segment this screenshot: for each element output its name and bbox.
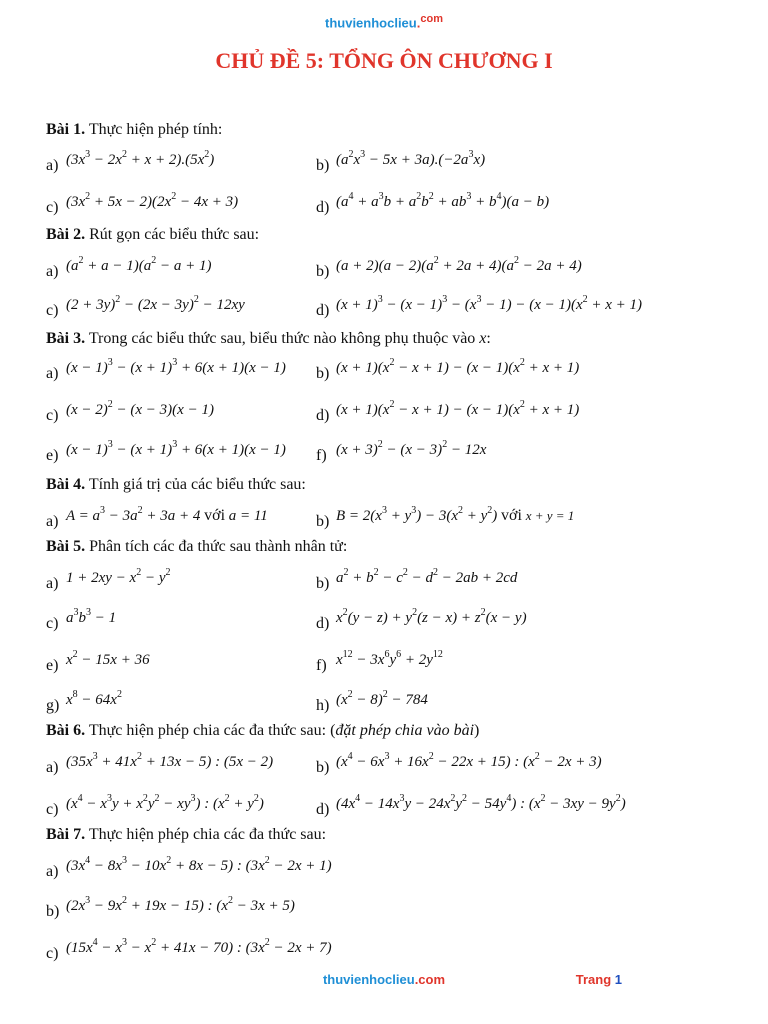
exercise-5-a: a) $1 + 2xy - x^2 - y^2$ — [46, 567, 171, 592]
exercise-3-f: f) $(x + 3)^2 - (x - 3)^2 - 12x$ — [316, 439, 487, 464]
exercise-1-b: b) $(a^2x^3 - 5x + 3a).(-2a^3x)$ — [316, 149, 486, 174]
exercise-1-a: a) $(3x^3 - 2x^2 + x + 2).(5x^2)$ — [46, 149, 215, 174]
exercise-2-d: d) $(x + 1)^3 - (x - 1)^3 - (x^3 - 1) - (x - 1)(x^2 + x + 1)$ — [316, 294, 643, 319]
exercise-6-heading: Bài 6. Thực hiện phép chia các đa thức sau: (đặt phép chia vào bài) — [46, 722, 480, 739]
exercise-4-a: a) $A = a^3 - 3a^2 + 3a + 4$ với a = 11 — [46, 505, 268, 530]
exercise-7-c: c) $(15x^4 - x^3 - x^2 + 41x - 70)$ : $(3x^2 - 2x + 7)$ — [46, 937, 332, 962]
exercise-3-a: a) $(x - 1)^3 - (x + 1)^3 + 6(x + 1)(x - 1)$ — [46, 357, 286, 382]
exercise-6-a: a) $(35x^3 + 41x^2 + 13x - 5)$ : (5x − 2) — [46, 751, 274, 776]
exercise-5-c: c) $a^3b^3 - 1$ — [46, 607, 117, 632]
exercise-5-g: g) $x^8 - 64x^2$ — [46, 689, 122, 714]
exercise-6-c: c) $(x^4 - x^3y + x^2y^2 - xy^3)$ : $(x^2 + y^2)$ — [46, 793, 264, 818]
exercise-1-heading: Bài 1. Thực hiện phép tính: — [46, 121, 223, 138]
exercise-2-heading: Bài 2. Rút gọn các biểu thức sau: — [46, 226, 260, 243]
exercise-5-heading: Bài 5. Phân tích các đa thức sau thành nhân tử: — [46, 538, 348, 555]
page-number: Trang 1 — [575, 972, 622, 987]
page-title: CHỦ ĐỀ 5: TỔNG ÔN CHƯƠNG I — [215, 48, 553, 73]
exercise-2-c: c) $(2 + 3y)^2 - (2x - 3y)^2 - 12xy$ — [46, 294, 245, 319]
exercise-5-b: b) $a^2 + b^2 - c^2 - d^2 - 2ab + 2cd$ — [316, 567, 518, 592]
exercise-5-d: d) $x^2(y - z) + y^2(z - x) + z^2(x - y)$ — [316, 607, 527, 632]
exercise-3-c: c) $(x - 2)^2 - (x - 3)(x - 1)$ — [46, 399, 214, 424]
exercise-7-a: a) $(3x^4 - 8x^3 - 10x^2 + 8x - 5)$ : $(3x^2 - 2x + 1)$ — [46, 855, 332, 880]
exercise-1-c: c) $(3x^2 + 5x - 2)(2x^2 - 4x + 3)$ — [46, 191, 239, 216]
exercise-3-d: d) $(x + 1)(x^2 - x + 1) - (x - 1)(x^2 + x + 1)$ — [316, 399, 580, 424]
exercise-4-b: b) $B = 2(x^3 + y^3) - 3(x^2 + y^2)$ với x + y = 1 — [316, 505, 575, 530]
exercise-5-e: e) $x^2 - 15x + 36$ — [46, 649, 150, 674]
page-footer — [0, 972, 768, 992]
site-header: thuvienhoclieu.$^{com}$ — [325, 13, 443, 31]
exercise-1-d: d) $(a^4 + a^3b + a^2b^2 + ab^3 + b^4)(a - b)$ — [316, 191, 550, 216]
exercise-4-heading: Bài 4. Tính giá trị của các biểu thức sau: — [46, 476, 306, 493]
exercise-6-d: d) $(4x^4 - 14x^3y - 24x^2y^2 - 54y^4)$ : $(x^2 - 3xy - 9y^2)$ — [316, 793, 626, 818]
exercise-6-b: b) $(x^4 - 6x^3 + 16x^2 - 22x + 15)$ : $(x^2 - 2x + 3)$ — [316, 751, 602, 776]
exercise-2-a: a) $(a^2 + a - 1)(a^2 - a + 1)$ — [46, 255, 212, 280]
footer-site: thuvienhoclieu.com — [322, 972, 446, 987]
exercise-5-f: f) $x^{12} - 3x^6y^6 + 2y^{12}$ — [316, 649, 443, 674]
exercise-3-b: b) $(x + 1)(x^2 - x + 1) - (x - 1)(x^2 + x + 1)$ — [316, 357, 580, 382]
exercise-3-heading: Bài 3. Trong các biểu thức sau, biểu thức nào không phụ thuộc vào x: — [46, 330, 491, 347]
exercise-3-e: e) $(x - 1)^3 - (x + 1)^3 + 6(x + 1)(x - 1)$ — [46, 439, 286, 464]
exercise-5-h: h) $(x^2 - 8)^2 - 784$ — [316, 689, 428, 714]
exercise-7-b: b) $(2x^3 - 9x^2 + 19x - 15)$ : $(x^2 - 3x + 5)$ — [46, 895, 295, 920]
exercise-2-b: b) $(a + 2)(a - 2)(a^2 + 2a + 4)(a^2 - 2a + 4)$ — [316, 255, 582, 280]
exercise-7-heading: Bài 7. Thực hiện phép chia các đa thức sau: — [46, 826, 327, 843]
